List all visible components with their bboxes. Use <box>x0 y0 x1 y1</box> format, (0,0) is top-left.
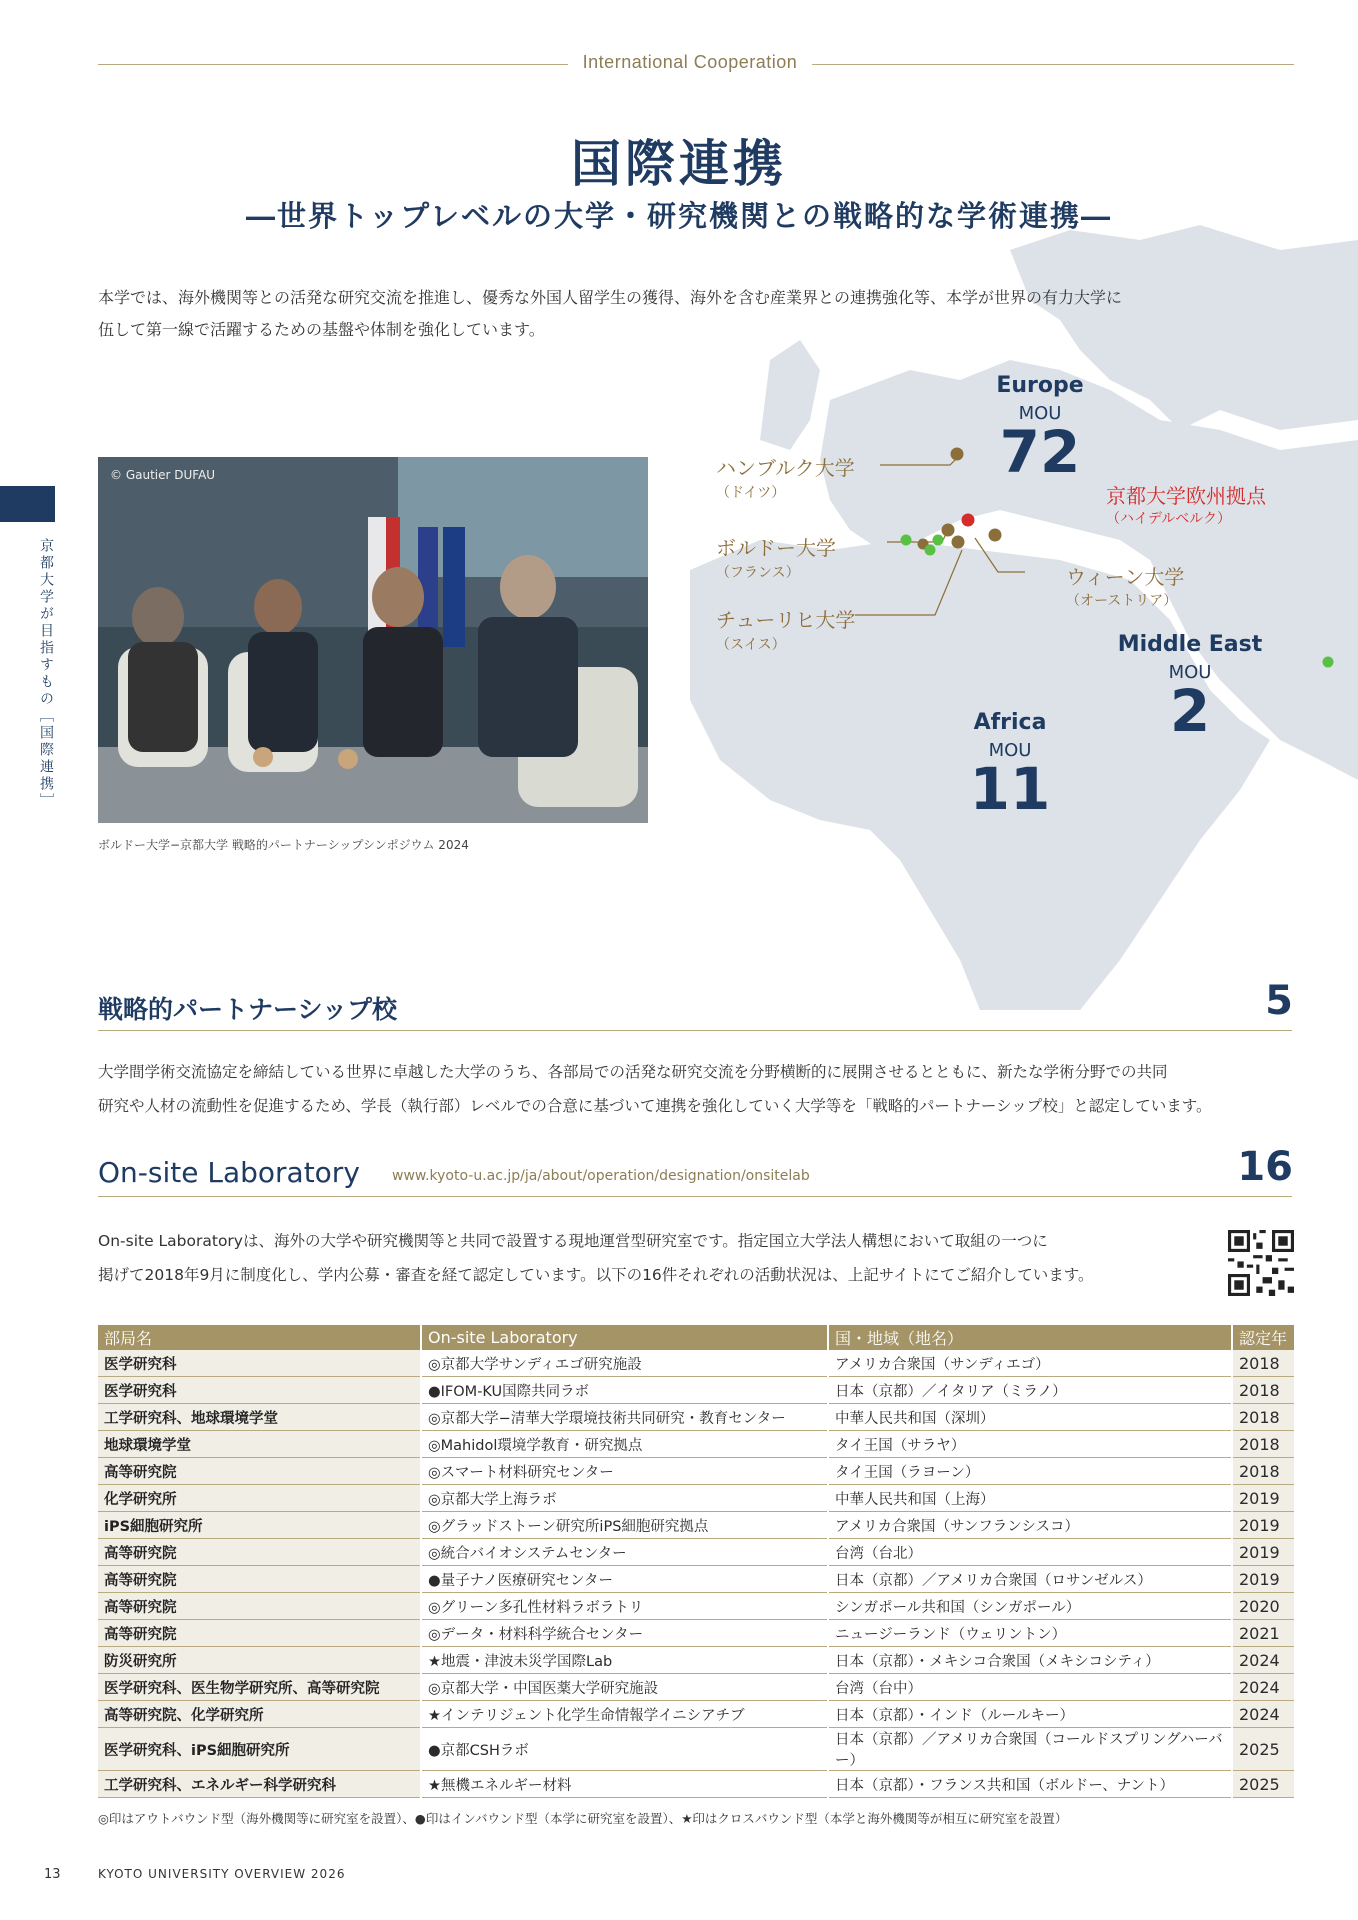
lab-cell: ★無機エネルギー材料 <box>421 1771 828 1798</box>
lab-cell: ◎グリーン多孔性材料ラボラトリ <box>421 1593 828 1620</box>
lab-cell: ◎統合バイオシステムセンター <box>421 1539 828 1566</box>
table-row <box>98 1566 1294 1593</box>
col-header-country: 国・地域（地名） <box>828 1325 1232 1350</box>
lab-cell: ●IFOM-KU国際共同ラボ <box>421 1377 828 1404</box>
symposium-photo <box>98 457 648 823</box>
uni-vienna-name: ウィーン大学 <box>1066 565 1185 589</box>
col-header-year: 認定年 <box>1232 1325 1294 1350</box>
region-middle-east-name: Middle East <box>1117 632 1263 657</box>
year-cell: 2020 <box>1232 1593 1294 1620</box>
strategic-rule <box>98 1030 1292 1031</box>
table-footnote: ◎印はアウトバウンド型（海外機関等に研究室を設置）、●印はインバウンド型（本学に研究室を設置）、★印はクロスバウンド型（本学と海外機関等が相互に研究室を設置） <box>98 1811 1068 1826</box>
table-row <box>98 1377 1294 1404</box>
side-index-tab <box>0 486 55 522</box>
onsite-rule <box>98 1196 1292 1197</box>
table-row <box>98 1701 1294 1728</box>
country-cell: 中華人民共和国（深圳） <box>828 1404 1232 1431</box>
uni-bordeaux-name: ボルドー大学 <box>716 536 836 560</box>
onsite-url-link[interactable]: www.kyoto-u.ac.jp/ja/about/operation/designation/onsitelab <box>392 1168 810 1184</box>
country-cell: 台湾（台北） <box>828 1539 1232 1566</box>
country-cell: タイ王国（サラヤ） <box>828 1431 1232 1458</box>
country-cell: 台湾（台中） <box>828 1674 1232 1701</box>
country-cell: 日本（京都）・フランス共和国（ボルドー、ナント） <box>828 1771 1232 1798</box>
region-europe-name: Europe <box>996 373 1084 398</box>
dept-cell: 高等研究院 <box>98 1458 421 1485</box>
dept-cell: 高等研究院 <box>98 1566 421 1593</box>
country-cell: アメリカ合衆国（サンフランシスコ） <box>828 1512 1232 1539</box>
region-africa-count: 11 <box>969 755 1051 823</box>
year-cell: 2021 <box>1232 1620 1294 1647</box>
photo-credit: © Gautier DUFAU <box>110 468 216 482</box>
page-title: 国際連携 <box>571 134 787 193</box>
side-index-label: 京都大学が目指すもの［国際連携］ <box>38 538 54 810</box>
lab-cell: ◎京都大学上海ラボ <box>421 1485 828 1512</box>
country-cell: 日本（京都）・インド（ルールキー） <box>828 1701 1232 1728</box>
table-row <box>98 1404 1294 1431</box>
table-row <box>98 1728 1294 1771</box>
intro-text <box>98 282 1298 346</box>
strategic-count: 5 <box>1265 978 1293 1024</box>
lab-cell: ◎グラッドストーン研究所iPS細胞研究拠点 <box>421 1512 828 1539</box>
dept-cell: 高等研究院 <box>98 1539 421 1566</box>
page-number: 13 <box>44 1867 61 1882</box>
lab-cell: ●量子ナノ医療研究センター <box>421 1566 828 1593</box>
uni-vienna-country: （オーストリア） <box>1066 593 1178 609</box>
lab-cell: ●京都CSHラボ <box>421 1728 828 1771</box>
table-row <box>98 1647 1294 1674</box>
uni-zurich-country: （スイス） <box>716 637 786 653</box>
dept-cell: 高等研究院 <box>98 1620 421 1647</box>
country-cell: 日本（京都）／アメリカ合衆国（ロサンゼルス） <box>828 1566 1232 1593</box>
year-cell: 2025 <box>1232 1771 1294 1798</box>
country-cell: アメリカ合衆国（サンディエゴ） <box>828 1350 1232 1377</box>
year-cell: 2018 <box>1232 1350 1294 1377</box>
country-cell: シンガポール共和国（シンガポール） <box>828 1593 1232 1620</box>
strategic-body-line: 大学間学術交流協定を締結している世界に卓越した大学のうち、各部局での活発な研究交流を分野横断的に展開させるとともに、新たな学術分野での共同 <box>98 1063 1168 1081</box>
onsite-lab-table <box>98 1325 1294 1798</box>
year-cell: 2018 <box>1232 1377 1294 1404</box>
lab-cell: ◎Mahidol環境学教育・研究拠点 <box>421 1431 828 1458</box>
country-cell: ニュージーランド（ウェリントン） <box>828 1620 1232 1647</box>
photo-caption: ボルドー大学−京都大学 戦略的パートナーシップシンポジウム 2024 <box>98 838 469 852</box>
lab-cell: ◎京都大学サンディエゴ研究施設 <box>421 1350 828 1377</box>
dept-cell: 医学研究科 <box>98 1377 421 1404</box>
lab-cell: ◎スマート材料研究センター <box>421 1458 828 1485</box>
year-cell: 2018 <box>1232 1458 1294 1485</box>
table-row <box>98 1620 1294 1647</box>
lab-cell: ◎京都大学・中国医薬大学研究施設 <box>421 1674 828 1701</box>
header-rule-left <box>98 64 568 65</box>
table-row <box>98 1539 1294 1566</box>
table-row <box>98 1674 1294 1701</box>
dept-cell: 医学研究科 <box>98 1350 421 1377</box>
lab-cell: ◎京都大学−清華大学環境技術共同研究・教育センター <box>421 1404 828 1431</box>
dept-cell: 医学研究科、iPS細胞研究所 <box>98 1728 421 1771</box>
region-europe-count: 72 <box>999 418 1081 486</box>
footer-title: KYOTO UNIVERSITY OVERVIEW 2026 <box>98 1867 346 1881</box>
country-cell: 日本（京都）／アメリカ合衆国（コールドスプリングハーバー） <box>828 1728 1232 1771</box>
region-africa-mou: MOU <box>988 740 1032 761</box>
onsite-heading: On-site Laboratory <box>98 1156 360 1189</box>
onsite-body-line: 掲げて2018年9月に制度化し、学内公募・審査を経て認定しています。以下の16件それぞれの活動状況は、上記サイトにてご紹介しています。 <box>98 1266 1094 1284</box>
table-row <box>98 1458 1294 1485</box>
dept-cell: 地球環境学堂 <box>98 1431 421 1458</box>
year-cell: 2019 <box>1232 1539 1294 1566</box>
table-row <box>98 1350 1294 1377</box>
uni-hamburg-name: ハンブルク大学 <box>716 456 855 480</box>
year-cell: 2019 <box>1232 1566 1294 1593</box>
region-africa-name: Africa <box>973 710 1047 735</box>
uni-hamburg-country: （ドイツ） <box>716 485 786 501</box>
dept-cell: 防災研究所 <box>98 1647 421 1674</box>
lab-cell: ★インテリジェント化学生命情報学イニシアチブ <box>421 1701 828 1728</box>
country-cell: タイ王国（ラヨーン） <box>828 1458 1232 1485</box>
dept-cell: 化学研究所 <box>98 1485 421 1512</box>
year-cell: 2019 <box>1232 1512 1294 1539</box>
country-cell: 日本（京都）・メキシコ合衆国（メキシコシティ） <box>828 1647 1232 1674</box>
dept-cell: 工学研究科、地球環境学堂 <box>98 1404 421 1431</box>
onsite-body-line: On-site Laboratoryは、海外の大学や研究機関等と共同で設置する現地運営型研究室です。指定国立大学法人構想において取組の一つに <box>98 1232 1048 1250</box>
kyoto-europe-hub-name: 京都大学欧州拠点 <box>1106 484 1266 508</box>
table-row <box>98 1485 1294 1512</box>
year-cell: 2024 <box>1232 1674 1294 1701</box>
year-cell: 2019 <box>1232 1485 1294 1512</box>
intro-line: 本学では、海外機関等との活発な研究交流を推進し、優秀な外国人留学生の獲得、海外を含む産業界との連携強化等、本学が世界の有力大学に <box>98 288 1123 307</box>
dept-cell: 工学研究科、エネルギー科学研究科 <box>98 1771 421 1798</box>
kyoto-europe-hub-city: （ハイデルベルク） <box>1106 511 1232 527</box>
dept-cell: 高等研究院 <box>98 1593 421 1620</box>
table-row <box>98 1431 1294 1458</box>
table-row <box>98 1593 1294 1620</box>
page-subtitle: ―世界トップレベルの大学・研究機関との戦略的な学術連携― <box>246 199 1112 233</box>
dept-cell: iPS細胞研究所 <box>98 1512 421 1539</box>
region-europe-mou: MOU <box>1018 403 1062 424</box>
year-cell: 2018 <box>1232 1431 1294 1458</box>
onsite-count: 16 <box>1237 1144 1293 1190</box>
strategic-body <box>98 1055 1298 1123</box>
country-cell: 日本（京都）／イタリア（ミラノ） <box>828 1377 1232 1404</box>
region-middle-east-mou: MOU <box>1168 662 1212 683</box>
col-header-dept: 部局名 <box>98 1325 421 1350</box>
year-cell: 2024 <box>1232 1701 1294 1728</box>
uni-bordeaux-country: （フランス） <box>716 565 800 581</box>
dept-cell: 医学研究科、医生物学研究所、高等研究院 <box>98 1674 421 1701</box>
header-rule-right <box>812 64 1294 65</box>
region-middle-east-count: 2 <box>1169 677 1211 745</box>
country-cell: 中華人民共和国（上海） <box>828 1485 1232 1512</box>
strategic-heading: 戦略的パートナーシップ校 <box>98 995 398 1024</box>
qr-code-icon[interactable] <box>1228 1230 1294 1296</box>
uni-zurich-name: チューリヒ大学 <box>716 608 856 632</box>
dept-cell: 高等研究院、化学研究所 <box>98 1701 421 1728</box>
lab-cell: ◎データ・材料科学統合センター <box>421 1620 828 1647</box>
year-cell: 2018 <box>1232 1404 1294 1431</box>
year-cell: 2024 <box>1232 1647 1294 1674</box>
year-cell: 2025 <box>1232 1728 1294 1771</box>
section-label: International Cooperation <box>582 52 798 72</box>
table-row <box>98 1512 1294 1539</box>
table-row <box>98 1771 1294 1798</box>
lab-cell: ★地震・津波未災学国際Lab <box>421 1647 828 1674</box>
table-header-row <box>98 1325 1294 1350</box>
intro-line: 伍して第一線で活躍するための基盤や体制を強化しています。 <box>98 320 545 339</box>
onsite-body <box>98 1224 1208 1292</box>
col-header-lab: On-site Laboratory <box>421 1325 828 1350</box>
strategic-body-line: 研究や人材の流動性を促進するため、学長（執行部）レベルでの合意に基づいて連携を強化していく大学等を「戦略的パートナーシップ校」と認定しています。 <box>98 1097 1212 1115</box>
